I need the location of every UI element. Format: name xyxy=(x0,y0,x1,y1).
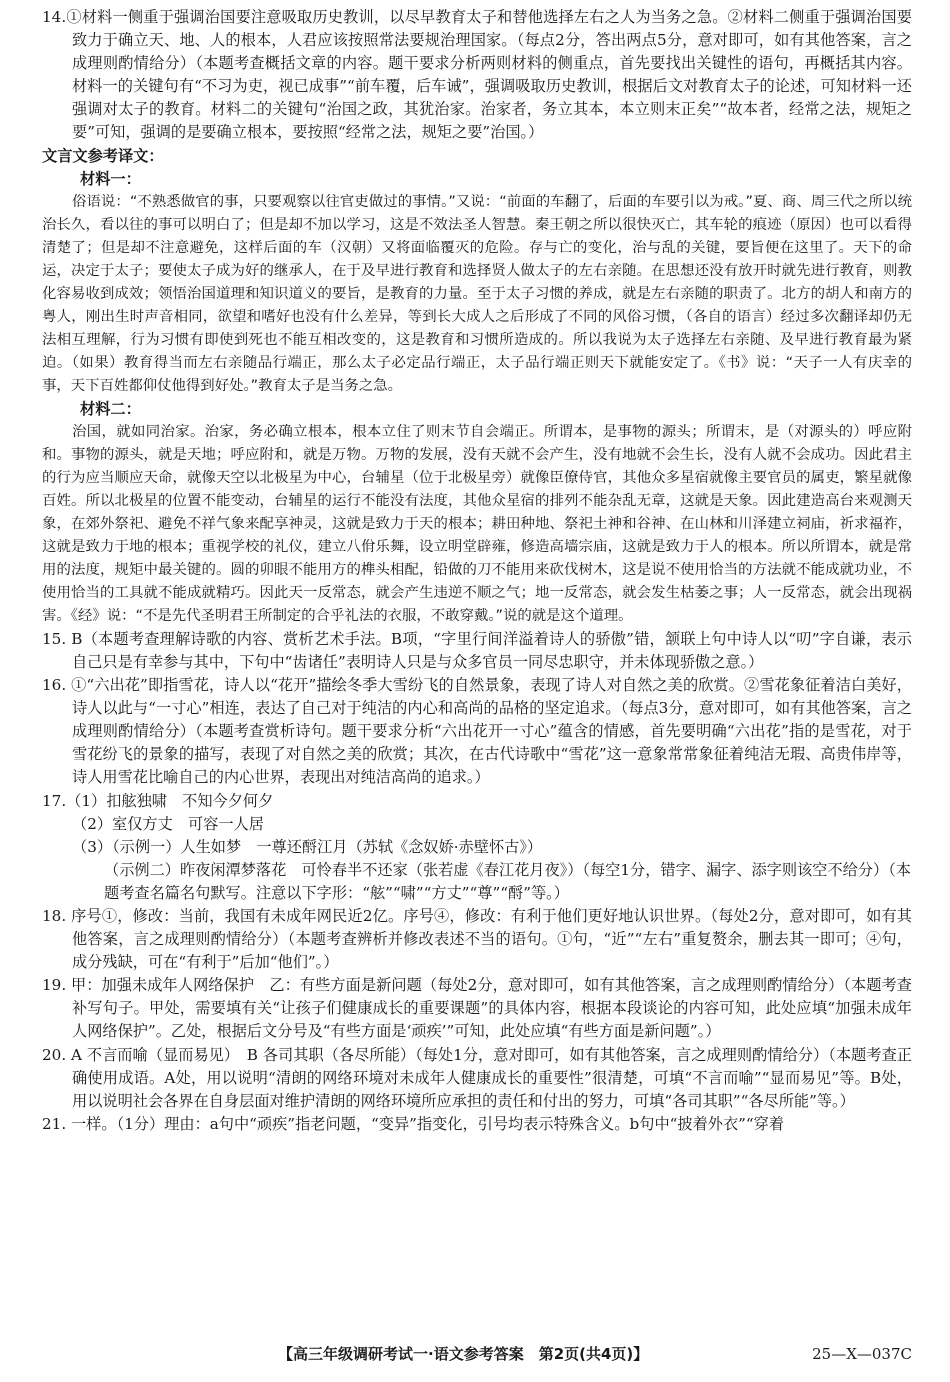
answer-q19: 19. 甲：加强未成年人网络保护 乙：有些方面是新问题（每处2分，意对即可，如有其他答案，言之成理则酌情给分）（本题考查补写句子。甲处，需要填有关“让孩子们健康成长的重要课题”的具体内容，根据本段谈论的内容可知，此处应填“加强未成年人网络保护”。乙处，根据后文分号及“有些方面是‘顽疾’”可知，此处应填“有些方面是新问题”。） xyxy=(42,976,912,1041)
answer-q14: 14.①材料一侧重于强调治国要注意吸取历史教训，以尽早教育太子和替他选择左右之人为当务之急。②材料二侧重于强调治国要致力于确立天、地、人的根本，人君应该按照常法要规治理国家。（每点2分，答出两点5分，意对即可，如有其他答案，言之成理则酌情给分）（本题考查概括文章的内容。题干要求分析两则材料的侧重点，首先要找出关键性的语句，再概括其内容。材料一的关键句有“不习为吏，视已成事”“前车覆，后车诫”，强调吸取历史教训，根据后文对教育太子的论述，可知材料一还强调对太子的教育。材料二的关键句“治国之政，其犹治家。治家者，务立其本，本立则末正矣”“故本者，经常之法，规矩之要”可知，强调的是要确立根本，要按照“经常之法，规矩之要”治国。） xyxy=(42,8,912,142)
answer-q17-2: （2）室仅方丈 可容一人居 xyxy=(72,814,264,833)
section-title: 文言文参考译文： xyxy=(42,146,164,165)
footer-title: 【高三年级调研考试一·语文参考答案 第2页(共4页)】 xyxy=(278,1345,649,1363)
footer-code: 25—X—037C xyxy=(812,1345,912,1363)
material2-text: 治国，就如同治家。治家，务必确立根本，根本立住了则末节自会端正。所谓本，是事物的源头；所谓末，是（对源头的）呼应附和。事物的源头，就是天地；呼应附和，就是万物。万物的发展，没有天就不会产生，没有地就不会生长，没有人就不会成功。因此君主的行为应当顺应天命，就像天空以北极星为中心，台辅星（位于北极星旁）就像臣僚侍官，其他众多星宿就像主要官员的属吏，繁星就像百姓。所以北极星的位置不能变动，台辅星的运行不能没有法度，其他众星宿的排列不能杂乱无章，这就是天象。因此建造高台来观测天象，在郊外祭祀、避免不祥气象来配享神灵，这就是致力于天的根本；耕田种地、祭祀土神和谷神、在山林和川泽建立祠庙，祈求福祚，这就是致力于地的根本；重视学校的礼仪，建立八佾乐舞，设立明堂辟雍，修造高墙宗庙，这就是致力于人的根本。所以所谓本，就是常用的法度，规矩中最关键的。圆的卯眼不能用方的榫头相配，铅做的刀不能用来砍伐树木，这是说不使用恰当的方法就不能成就功业，不使用恰当的工具就不能成就精巧。因此天一反常态，就会产生违逆不顺之气；地一反常态，就会发生枯萎之事；人一反常态，就会出现祸害。《经》说：“不是先代圣明君王所制定的合乎礼法的衣服，不敢穿戴。”说的就是这个道理。 xyxy=(42,423,912,624)
answer-q17-4: （示例二）昨夜闲潭梦落花 可怜春半不还家（张若虚《春江花月夜》）（每空1分，错字、漏字、添字则该空不给分）（本题考查名篇名句默写。注意以下字形：“舷”“啸”“方丈”“尊”“酹”等。） xyxy=(104,860,911,902)
answer-q17-1: 17.（1）扣舷独啸 不知今夕何夕 xyxy=(42,791,274,810)
answer-q16: 16. ①“六出花”即指雪花，诗人以“花开”描绘冬季大雪纷飞的自然景象，表现了诗人对自然之美的欣赏。②雪花象征着洁白美好，诗人以此与“一寸心”相连，表达了自己对于纯洁的内心和高尚的品格的坚定追求。（每点3分，意对即可，如有其他答案，言之成理则酌情给分）（本题考查赏析诗句。题干要求分析“六出花开一寸心”蕴含的情感，首先要明确“六出花”指的是雪花，对于雪花纷飞的景象的描写，表现了对自然之美的欣赏；其次，在古代诗歌中“雪花”这一意象常常象征着纯洁无瑕、高贵伟岸等，诗人用雪花比喻自己的内心世界，表现出对纯洁高尚的追求。） xyxy=(42,676,912,787)
answer-q17-3: （3）（示例一）人生如梦 一尊还酹江月（苏轼《念奴娇·赤壁怀古》） xyxy=(72,837,543,856)
page-footer xyxy=(42,1343,912,1366)
answer-q20: 20. A 不言而喻（显而易见） B 各司其职（各尽所能）（每处1分，意对即可，如有其他答案，言之成理则酌情给分）（本题考查正确使用成语。A处，用以说明“清朗的网络环境对未成年人健康成长的重要性”很清楚，可填“不言而喻”“显而易见”等。B处，用以说明社会各界在自身层面对维护清朗的网络环境所应承担的责任和付出的努力，可填“各司其职”“各尽所能”等。） xyxy=(42,1045,912,1110)
material1-text: 俗语说：“不熟悉做官的事，只要观察以往官吏做过的事情。”又说：“前面的车翻了，后面的车要引以为戒。”夏、商、周三代之所以统治长久，看以往的事可以明白了；但是却不加以学习，这是不效法圣人智慧。秦王朝之所以很快灭亡，其车轮的痕迹（原因）也可以看得清楚了；但是却不注意避免，这样后面的车（汉朝）又将面临覆灭的危险。存与亡的变化，治与乱的关键，要旨便在这里了。天下的命运，决定于太子；要使太子成为好的继承人，在于及早进行教育和选择贤人做太子的左右亲随。在思想还没有放开时就先进行教育，则教化容易收到成效；领悟治国道理和知识道义的要旨，是教育的力量。至于太子习惯的养成，就是左右亲随的职责了。北方的胡人和南方的粤人，刚出生时声音相同，欲望和嗜好也没有什么差异，等到长大成人之后形成了不同的风俗习惯，（各自的语言）经过多次翻译却仍无法相互理解，行为习惯有即使到死也不能互相改变的，这是教育和习惯所造成的。所以我说为太子选择左右亲随、及早进行教育最为紧迫。（如果）教育得当而左右亲随品行端正，那么太子必定品行端正，太子品行端正则天下就能安定了。《书》说：“天子一人有庆幸的事，天下百姓都仰仗他得到好处。”教育太子是当务之急。 xyxy=(42,193,912,394)
material1-title: 材料一： xyxy=(80,169,141,188)
material2-title: 材料二： xyxy=(80,399,141,418)
answer-q21: 21. 一样。（1分）理由：a句中“顽疾”指老问题，“变异”指变化，引号均表示特殊含义。b句中“披着外衣”“穿着 xyxy=(42,1114,785,1133)
answer-q15: 15. B（本题考查理解诗歌的内容、赏析艺术手法。B项，“字里行间洋溢着诗人的骄傲”错，颔联上句中诗人以“叨”字自谦，表示自己只是有幸参与其中，下句中“齿诸任”表明诗人只是与众多官员一同尽忠职守，并未体现骄傲之意。） xyxy=(42,629,912,671)
answer-q18: 18. 序号①，修改：当前，我国有未成年网民近2亿。序号④，修改：有利于他们更好地认识世界。（每处2分，意对即可，如有其他答案，言之成理则酌情给分）（本题考查辨析并修改表述不当的语句。①句，“近”“左右”重复赘余，删去其一即可；④句，成分残缺，可在“有利于”后加“他们”。） xyxy=(42,906,912,972)
